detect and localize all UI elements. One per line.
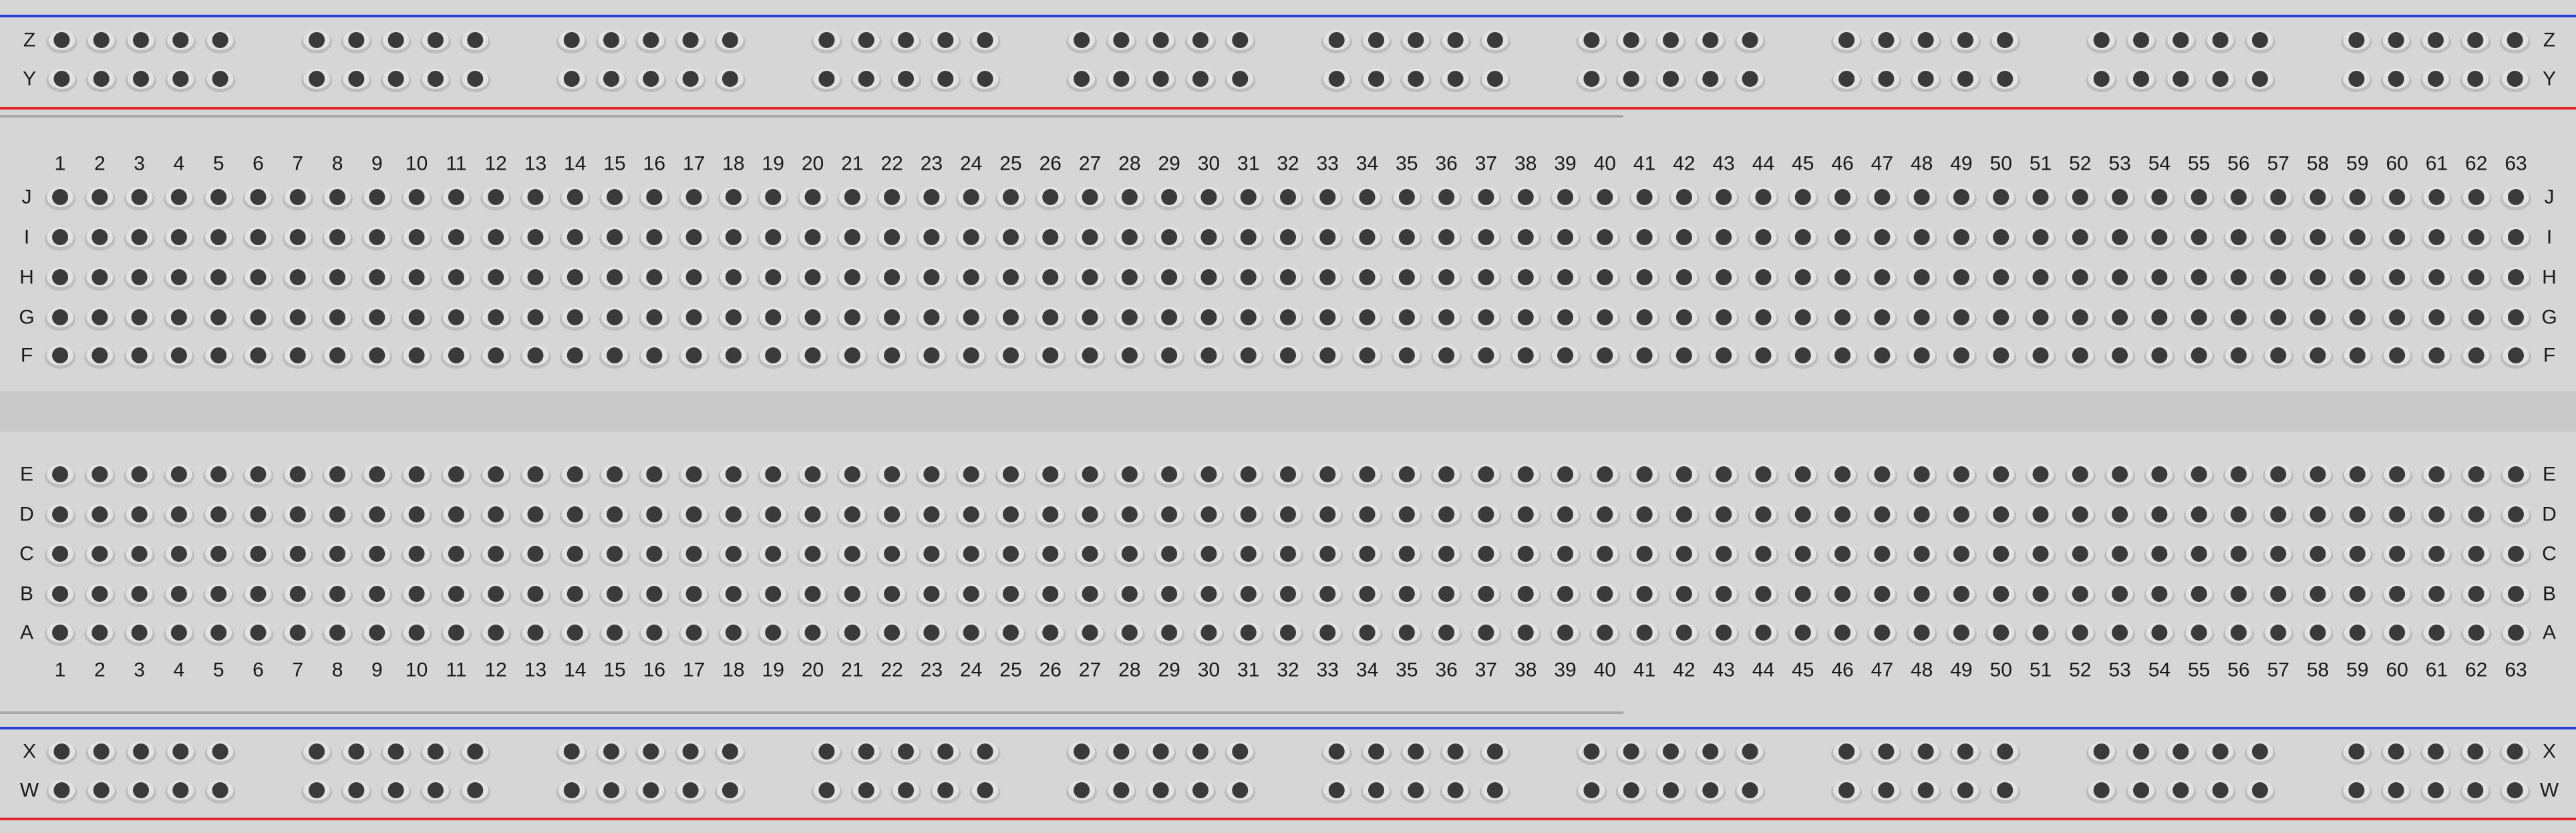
- column-number: 20: [801, 659, 824, 681]
- column-number: 18: [722, 659, 745, 681]
- column-number: 32: [1277, 152, 1299, 175]
- column-number: 13: [524, 659, 547, 681]
- column-number: 45: [1792, 659, 1814, 681]
- column-number: 62: [2465, 152, 2488, 175]
- row-label: A: [19, 621, 34, 644]
- column-number: 45: [1792, 152, 1814, 175]
- column-number: 16: [643, 659, 666, 681]
- column-number: 10: [405, 659, 428, 681]
- column-number: 48: [1910, 659, 1933, 681]
- column-number: 12: [484, 659, 507, 681]
- column-number: 2: [94, 659, 106, 681]
- column-number: 21: [841, 152, 864, 175]
- row-label: E: [19, 463, 34, 486]
- column-number: 41: [1633, 659, 1656, 681]
- column-number: 8: [331, 659, 343, 681]
- column-number: 21: [841, 659, 864, 681]
- column-number: 54: [2148, 152, 2171, 175]
- column-number: 59: [2346, 152, 2369, 175]
- column-number: 40: [1593, 659, 1617, 681]
- column-number: 58: [2306, 659, 2329, 681]
- column-number: 7: [292, 152, 304, 175]
- column-number: 22: [880, 659, 903, 681]
- row-label: B: [19, 582, 34, 605]
- column-number: 60: [2386, 152, 2408, 175]
- column-number: 30: [1197, 659, 1221, 681]
- column-number: 27: [1078, 659, 1102, 681]
- rail-label: Y: [2542, 67, 2557, 90]
- column-number: 22: [880, 152, 903, 175]
- column-number: 39: [1554, 152, 1577, 175]
- column-numbers-bottom: [55, 659, 2527, 681]
- column-number: 63: [2505, 152, 2527, 175]
- column-number: 18: [722, 152, 745, 175]
- column-number: 59: [2346, 659, 2369, 681]
- column-number: 39: [1554, 659, 1577, 681]
- column-number: 56: [2227, 152, 2250, 175]
- rail-label: W: [2539, 779, 2559, 802]
- column-number: 58: [2306, 152, 2329, 175]
- column-number: 14: [564, 659, 587, 681]
- column-number: 25: [999, 659, 1022, 681]
- column-number: 57: [2267, 659, 2289, 681]
- rail-label: W: [19, 779, 39, 802]
- column-number: 9: [371, 152, 383, 175]
- rail-label: X: [2542, 740, 2557, 763]
- column-number: 56: [2227, 659, 2250, 681]
- row-label: J: [2544, 186, 2555, 208]
- column-number: 50: [1989, 152, 2012, 175]
- column-number: 27: [1078, 152, 1102, 175]
- column-number: 41: [1633, 152, 1656, 175]
- column-number: 14: [564, 152, 587, 175]
- column-number: 26: [1039, 152, 1062, 175]
- row-label: I: [2546, 226, 2553, 248]
- row-label: F: [2543, 344, 2556, 367]
- column-number: 52: [2069, 152, 2092, 175]
- column-number: 40: [1593, 152, 1617, 175]
- column-number: 6: [253, 659, 264, 681]
- column-number: 20: [801, 152, 824, 175]
- column-number: 57: [2267, 152, 2289, 175]
- column-number: 38: [1514, 152, 1537, 175]
- column-number: 24: [959, 659, 983, 681]
- column-number: 37: [1474, 659, 1498, 681]
- column-number: 53: [2108, 152, 2131, 175]
- column-number: 55: [2187, 152, 2211, 175]
- row-label: J: [21, 186, 32, 208]
- column-number: 3: [134, 659, 145, 681]
- column-number: 11: [446, 152, 467, 175]
- column-number: 26: [1039, 659, 1062, 681]
- column-number: 63: [2505, 659, 2527, 681]
- column-number: 29: [1158, 152, 1180, 175]
- column-number: 62: [2465, 659, 2488, 681]
- column-number: 23: [920, 152, 943, 175]
- column-number: 17: [682, 152, 705, 175]
- column-number: 44: [1752, 152, 1775, 175]
- column-number: 1: [54, 152, 66, 175]
- column-number: 4: [173, 152, 185, 175]
- column-number: 30: [1197, 152, 1221, 175]
- column-number: 35: [1396, 152, 1418, 175]
- column-number: 23: [920, 659, 943, 681]
- column-number: 50: [1989, 659, 2012, 681]
- column-number: 32: [1277, 659, 1299, 681]
- column-number: 19: [762, 659, 784, 681]
- column-number: 28: [1118, 659, 1141, 681]
- column-number: 7: [292, 659, 304, 681]
- column-number: 51: [2029, 152, 2052, 175]
- column-number: 60: [2386, 659, 2408, 681]
- column-number: 16: [643, 152, 666, 175]
- column-number: 29: [1158, 659, 1180, 681]
- column-number: 47: [1871, 659, 1894, 681]
- row-label: E: [2542, 463, 2557, 486]
- row-label: C: [2542, 542, 2557, 565]
- column-number: 33: [1316, 152, 1339, 175]
- column-number: 15: [603, 659, 626, 681]
- column-number: 61: [2425, 152, 2448, 175]
- column-number: 34: [1355, 659, 1379, 681]
- center-channel: [0, 391, 2576, 432]
- column-number: 33: [1316, 659, 1339, 681]
- column-number: 36: [1435, 659, 1458, 681]
- column-number: 4: [173, 659, 185, 681]
- row-label: G: [2541, 306, 2557, 329]
- row-label: B: [2542, 582, 2557, 605]
- column-number: 35: [1396, 659, 1418, 681]
- column-number: 46: [1831, 152, 1854, 175]
- row-label: D: [2542, 503, 2557, 526]
- column-number: 5: [212, 152, 224, 175]
- column-number: 54: [2148, 659, 2171, 681]
- column-number: 42: [1673, 659, 1696, 681]
- column-number: 8: [331, 152, 343, 175]
- row-label: I: [23, 226, 30, 248]
- column-number: 49: [1950, 152, 1973, 175]
- column-number: 19: [762, 152, 784, 175]
- column-number: 9: [371, 659, 383, 681]
- rail-label: Z: [2543, 29, 2556, 51]
- column-number: 38: [1514, 659, 1537, 681]
- rail-label: Z: [23, 29, 36, 51]
- column-number: 28: [1118, 152, 1141, 175]
- column-number: 3: [134, 152, 145, 175]
- row-label: H: [2542, 266, 2557, 289]
- column-number: 13: [524, 152, 547, 175]
- column-number: 46: [1831, 659, 1854, 681]
- row-label: H: [19, 266, 34, 289]
- row-label: D: [19, 503, 34, 526]
- column-number: 61: [2425, 659, 2448, 681]
- column-number: 11: [446, 659, 467, 681]
- rail-label: Y: [22, 67, 37, 90]
- column-number: 36: [1435, 152, 1458, 175]
- row-label: F: [20, 344, 33, 367]
- column-number: 47: [1871, 152, 1894, 175]
- column-number: 25: [999, 152, 1022, 175]
- column-number: 31: [1237, 659, 1260, 681]
- row-label: C: [19, 542, 34, 565]
- column-number: 1: [54, 659, 66, 681]
- column-number: 49: [1950, 659, 1973, 681]
- column-number: 10: [405, 152, 428, 175]
- column-number: 12: [484, 152, 507, 175]
- column-number: 6: [253, 152, 264, 175]
- column-number: 17: [682, 659, 705, 681]
- column-number: 53: [2108, 659, 2131, 681]
- column-number: 44: [1752, 659, 1775, 681]
- column-number: 31: [1237, 152, 1260, 175]
- column-number: 43: [1712, 152, 1735, 175]
- row-label: G: [19, 306, 35, 329]
- column-number: 2: [94, 152, 106, 175]
- column-number: 5: [212, 659, 224, 681]
- column-number: 43: [1712, 659, 1735, 681]
- row-label: A: [2542, 621, 2557, 644]
- column-number: 24: [959, 152, 983, 175]
- column-numbers-top: [55, 153, 2527, 175]
- column-number: 48: [1910, 152, 1933, 175]
- column-number: 52: [2069, 659, 2092, 681]
- column-number: 37: [1474, 152, 1498, 175]
- column-number: 42: [1673, 152, 1696, 175]
- column-number: 51: [2029, 659, 2052, 681]
- column-number: 15: [603, 152, 626, 175]
- column-number: 34: [1355, 152, 1379, 175]
- column-number: 55: [2187, 659, 2211, 681]
- rail-label: X: [22, 740, 37, 763]
